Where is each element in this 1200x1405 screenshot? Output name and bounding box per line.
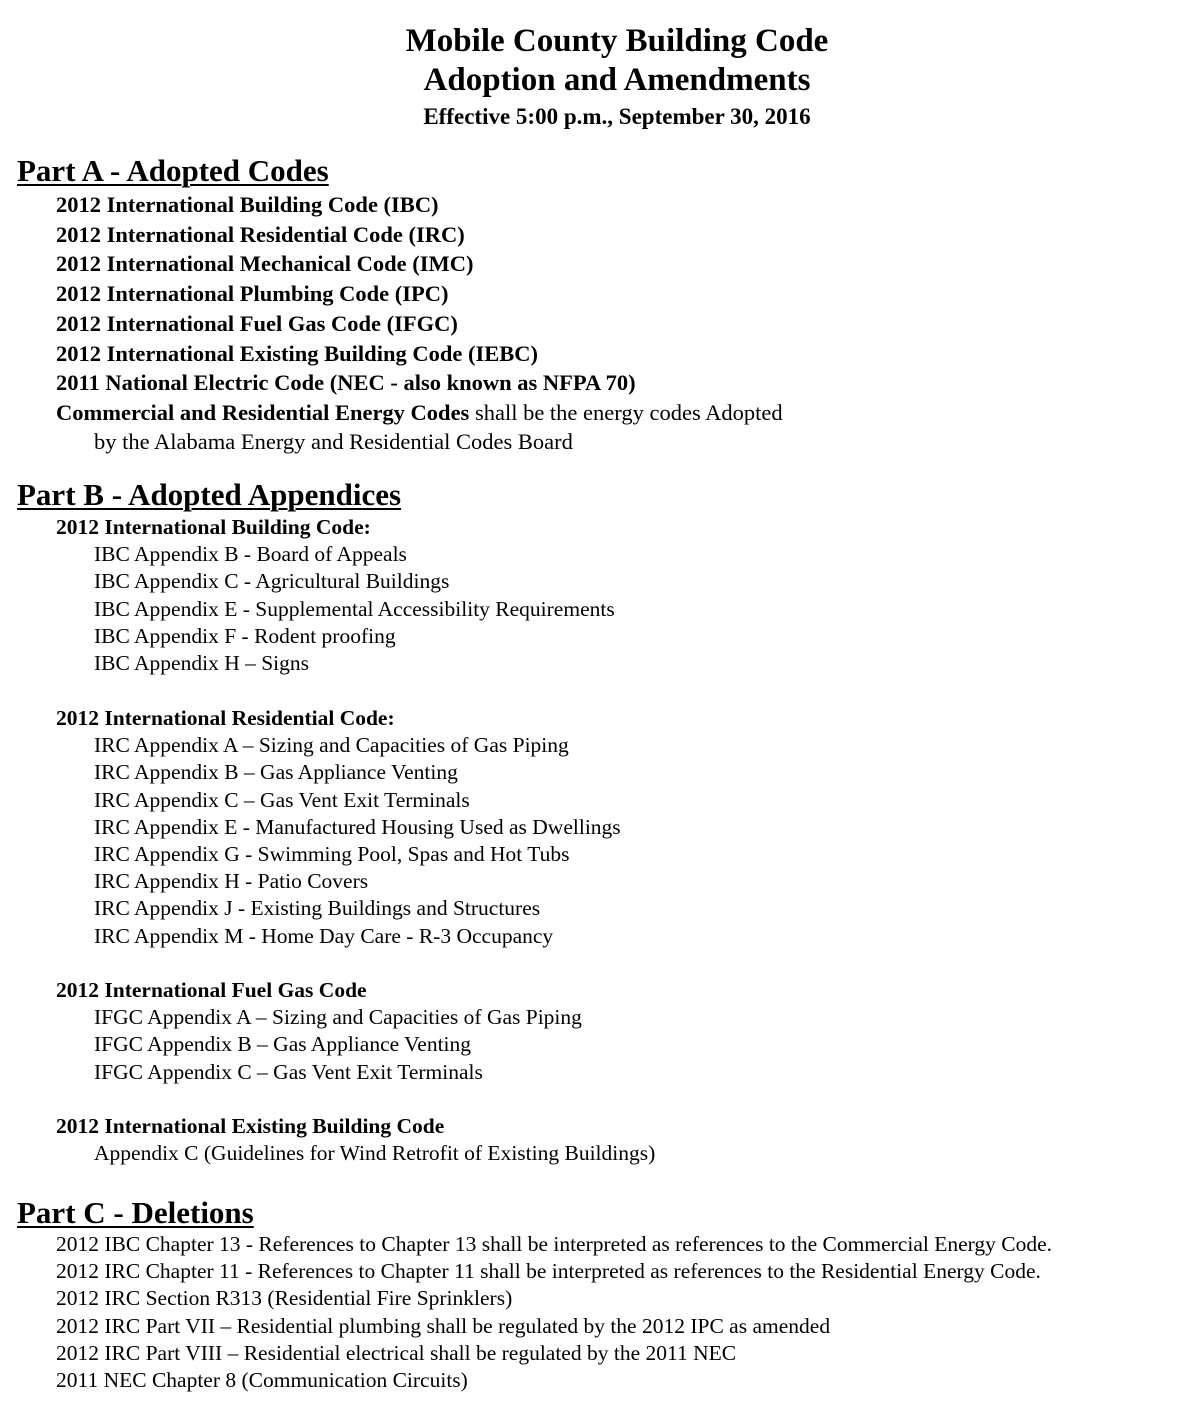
document-subtitle: Adoption and Amendments [423,62,811,98]
appendix-item: IRC Appendix M - Home Day Care - R-3 Occupancy [94,923,554,948]
iebc-appendix-group [56,1113,655,1167]
adopted-code-item: 2012 International Existing Building Code (IEBC) [56,340,538,366]
deletion-item: 2011 NEC Chapter 8 (Communication Circuits) [56,1368,468,1393]
appendix-item: IBC Appendix B - Board of Appeals [94,542,407,567]
appendix-item: IRC Appendix A – Sizing and Capacities of Gas Piping [94,733,569,758]
energy-codes-continuation: by the Alabama Energy and Residential Codes Board [94,428,573,454]
deletions-list [56,1231,1052,1394]
adopted-code-item: 2012 International Building Code (IBC) [56,192,439,217]
appendix-group-title: 2012 International Residential Code: [56,706,395,730]
appendix-item: IRC Appendix E - Manufactured Housing Used as Dwellings [94,814,621,839]
appendix-item: IFGC Appendix C – Gas Vent Exit Terminals [94,1059,483,1084]
ibc-appendix-group [56,514,615,677]
adopted-code-item: 2012 International Fuel Gas Code (IFGC) [56,310,458,336]
appendix-item: IRC Appendix J - Existing Buildings and Structures [94,896,541,921]
appendix-item: IRC Appendix C – Gas Vent Exit Terminals [94,787,470,812]
effective-date: Effective 5:00 p.m., September 30, 2016 [423,104,811,129]
part-b-heading: Part B - Adopted Appendices [17,477,402,512]
adopted-codes-list [56,190,783,456]
appendix-item: IRC Appendix B – Gas Appliance Venting [94,760,458,785]
part-c-heading: Part C - Deletions [17,1195,254,1230]
irc-appendix-group [56,705,621,950]
appendix-item: IRC Appendix G - Swimming Pool, Spas and Hot Tubs [94,842,570,867]
energy-codes-label: Commercial and Residential Energy Codes [56,399,470,425]
appendix-item: IBC Appendix F - Rodent proofing [94,623,396,648]
appendix-group-title: 2012 International Fuel Gas Code [56,978,367,1002]
appendix-item: IBC Appendix C - Agricultural Buildings [94,569,450,594]
deletion-item: 2012 IRC Section R313 (Residential Fire Sprinklers) [56,1286,513,1311]
adopted-code-item: 2012 International Plumbing Code (IPC) [56,281,449,307]
energy-codes-item [56,398,783,428]
appendix-item: IRC Appendix H - Patio Covers [94,869,369,894]
appendix-item: IBC Appendix H – Signs [94,651,310,676]
adopted-code-item: 2012 International Mechanical Code (IMC) [56,251,474,277]
energy-codes-text: shall be the energy codes Adopted [469,399,783,425]
appendix-group-title: 2012 International Building Code: [56,515,371,539]
part-a-heading: Part A - Adopted Codes [17,153,329,188]
deletion-item: 2012 IRC Part VIII – Residential electrical shall be regulated by the 2011 NEC [56,1340,737,1365]
deletion-item: 2012 IRC Chapter 11 - References to Chapter 11 shall be interpreted as references to the Residential Energy Code. [56,1259,1041,1284]
adopted-code-item: 2011 National Electric Code (NEC - also known as NFPA 70) [56,370,636,396]
appendix-item: IFGC Appendix A – Sizing and Capacities of Gas Piping [94,1005,582,1030]
appendix-item: IBC Appendix E - Supplemental Accessibility Requirements [94,596,615,621]
document-title-block [0,22,1200,132]
adopted-code-item: 2012 International Residential Code (IRC) [56,221,465,247]
ifgc-appendix-group [56,977,582,1086]
appendix-item: IFGC Appendix B – Gas Appliance Venting [94,1032,472,1057]
document-title: Mobile County Building Code [405,23,829,59]
deletion-item: 2012 IRC Part VII – Residential plumbing shall be regulated by the 2012 IPC as amended [56,1313,831,1338]
appendix-item: Appendix C (Guidelines for Wind Retrofit of Existing Buildings) [94,1141,656,1166]
deletion-item: 2012 IBC Chapter 13 - References to Chapter 13 shall be interpreted as references to the Commercial Energy Code. [56,1232,1053,1256]
appendix-group-title: 2012 International Existing Building Code [56,1114,445,1138]
